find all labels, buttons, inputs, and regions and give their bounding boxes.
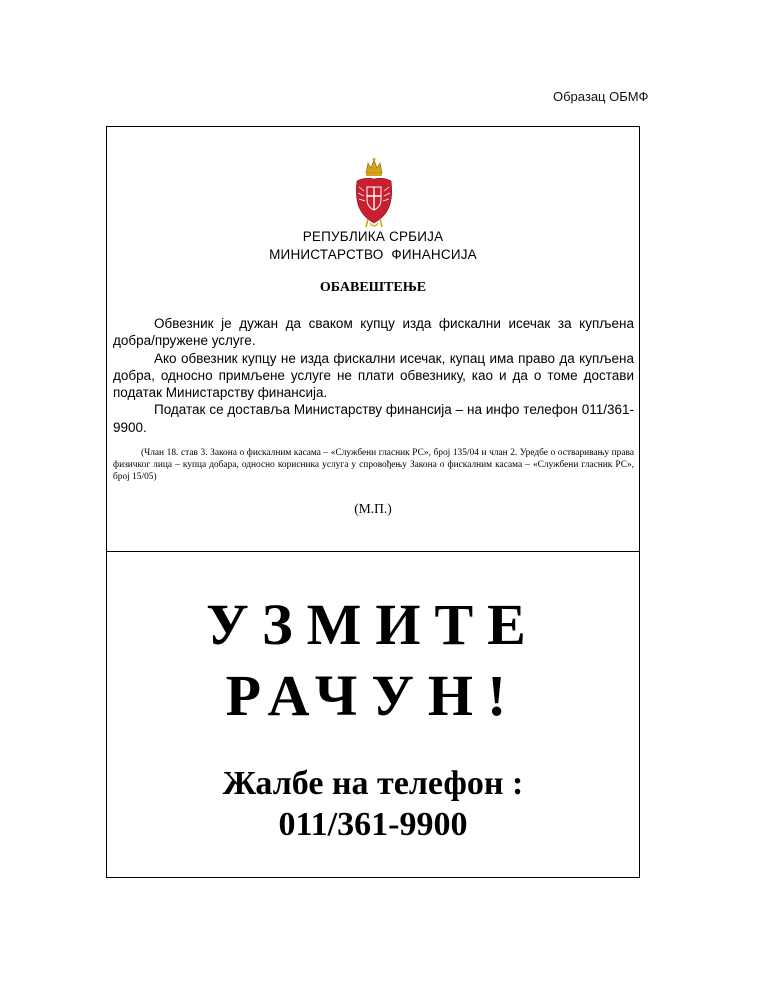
notice-frame (106, 126, 640, 878)
slogan-line-2: РАЧУН! (225, 663, 521, 728)
notice-paragraph: Обвезник је дужан да сваком купцу изда фискални исечак за купљена добра/пружене услуге. (113, 316, 634, 349)
notice-body (113, 315, 634, 436)
notice-title: ОБАВЕШТЕЊЕ (319, 280, 427, 295)
country-name: РЕПУБЛИКА СРБИЈА (302, 229, 444, 244)
ministry-name: МИНИСТАРСТВО ФИНАНСИЈА (269, 247, 477, 262)
coat-of-arms-icon (353, 157, 395, 231)
section-divider (107, 551, 639, 552)
notice-paragraph: Ако обвезник купцу не изда фискални исечак, купац има право да купљена добра, односно примљене услуге не плати обвезнику, као и да о томе достави податак Министарству финансија. (113, 350, 634, 401)
notice-paragraph: Податак се доставља Министарству финансија – на инфо телефон 011/361-9900. (113, 402, 634, 435)
complaints-label: Жалбе на телефон : (222, 765, 524, 802)
form-code: Образац ОБМФ (553, 89, 649, 104)
law-reference: (Члан 18. став 3. Закона о фискалним касама – «Службени гласник РС», број 135/04 и члан 2. Уредбе о остваривању права физичког лица – купца добара, односно корисника услуга у спровођењу Закона о фискалним касама – «Службени гласник РС», број 15/05) (113, 448, 634, 482)
slogan-line-1: УЗМИТЕ (206, 592, 540, 657)
seal-placeholder: (М.П.) (354, 501, 392, 516)
complaints-phone: 011/361-9900 (278, 806, 468, 843)
